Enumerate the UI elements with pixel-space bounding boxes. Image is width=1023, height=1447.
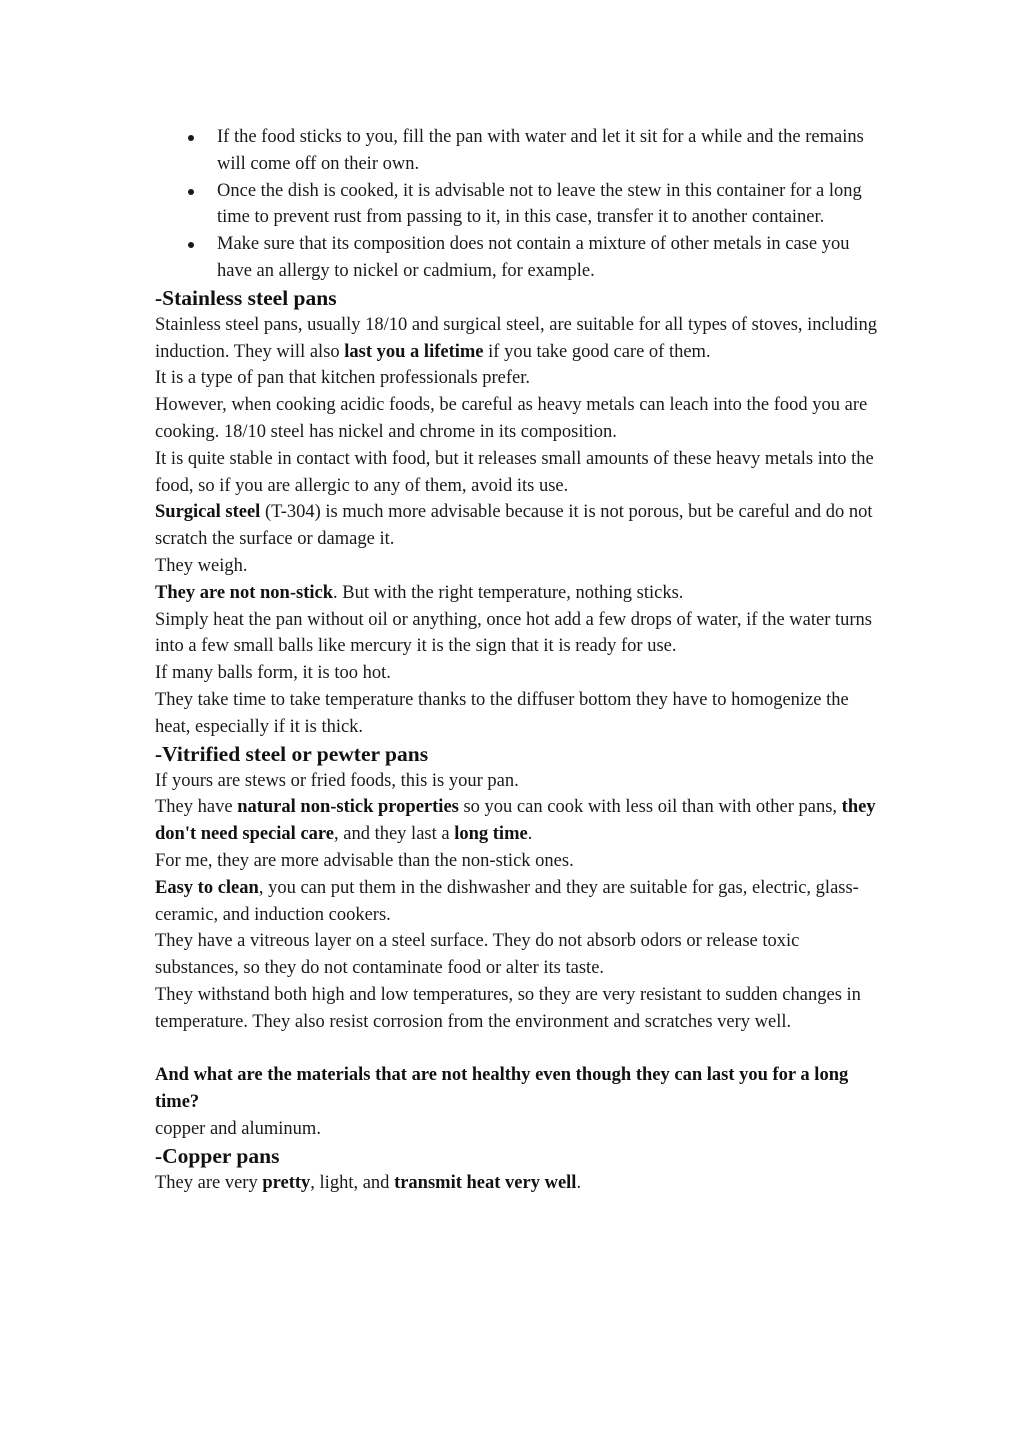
document-page	[155, 124, 880, 1196]
paragraph: It is a type of pan that kitchen professionals prefer.	[155, 368, 531, 389]
paragraph: If yours are stews or fried foods, this is your pan.	[155, 770, 519, 791]
paragraph: Stainless steel pans, usually 18/10 and surgical steel, are suitable for all types of stoves, including induction. They will also last you a lifetime if you take good care of them.	[155, 314, 878, 362]
bold-text: pretty	[262, 1172, 311, 1193]
bold-text: they don't need special care	[155, 797, 876, 845]
bold-text: Easy to clean	[155, 877, 259, 898]
paragraph: They are very pretty, light, and transmit heat very well.	[155, 1172, 582, 1193]
question-paragraph	[155, 1062, 880, 1116]
section-heading-copper: -Copper pans	[155, 1143, 280, 1168]
paragraph: They have a vitreous layer on a steel surface. They do not absorb odors or release toxic substances, so they do not contaminate food or alter its taste.	[155, 931, 800, 979]
bold-text: transmit heat very well	[394, 1172, 577, 1193]
paragraph: Easy to clean, you can put them in the dishwasher and they are suitable for gas, electric, glass-ceramic, and induction cookers.	[155, 877, 859, 925]
section-heading-vitrified: -Vitrified steel or pewter pans	[155, 741, 429, 766]
bold-text: last you a lifetime	[344, 341, 484, 362]
paragraph: copper and aluminum.	[155, 1118, 321, 1139]
paragraph: It is quite stable in contact with food, but it releases small amounts of these heavy metals into the food, so if you are allergic to any of them, avoid its use.	[155, 448, 874, 496]
paragraph: However, when cooking acidic foods, be careful as heavy metals can leach into the food you are cooking. 18/10 steel has nickel and chrome in its composition.	[155, 395, 868, 442]
section-heading-stainless: -Stainless steel pans	[155, 285, 337, 310]
bullet-list	[155, 124, 880, 285]
paragraph: Simply heat the pan without oil or anything, once hot add a few drops of water, if the water turns into a few small balls like mercury it is the sign that it is ready for use.	[155, 609, 872, 657]
paragraph: If many balls form, it is too hot.	[155, 663, 391, 684]
paragraph: They are not non-stick. But with the right temperature, nothing sticks.	[155, 582, 684, 603]
blank-line	[155, 1036, 880, 1063]
bold-text: They are not non-stick	[155, 582, 333, 603]
bullet-item: If the food sticks to you, fill the pan with water and let it sit for a while and the remains will come off on their own.	[155, 124, 880, 178]
bold-text: long time	[454, 824, 528, 845]
bullet-item: Once the dish is cooked, it is advisable not to leave the stew in this container for a long time to prevent rust from passing to it, in this case, transfer it to another container.	[155, 178, 880, 232]
paragraph: For me, they are more advisable than the non-stick ones.	[155, 850, 574, 871]
paragraph: They withstand both high and low temperatures, so they are very resistant to sudden changes in temperature. They also resist corrosion from the environment and scratches very well.	[155, 984, 861, 1032]
bold-text: natural non-stick properties	[237, 797, 459, 818]
paragraph: Surgical steel (T-304) is much more advisable because it is not porous, but be careful and do not scratch the surface or damage it.	[155, 502, 873, 550]
bold-text: And what are the materials that are not healthy even though they can last you for a long time?	[155, 1065, 849, 1113]
bold-text: Surgical steel	[155, 502, 261, 523]
paragraph: They weigh.	[155, 555, 248, 576]
paragraph: They take time to take temperature thanks to the diffuser bottom they have to homogenize the heat, especially if it is thick.	[155, 689, 849, 737]
paragraph: They have natural non-stick properties so you can cook with less oil than with other pans, they don't need special care, and they last a long time.	[155, 797, 876, 845]
bullet-item: Make sure that its composition does not contain a mixture of other metals in case you have an allergy to nickel or cadmium, for example.	[155, 231, 880, 285]
